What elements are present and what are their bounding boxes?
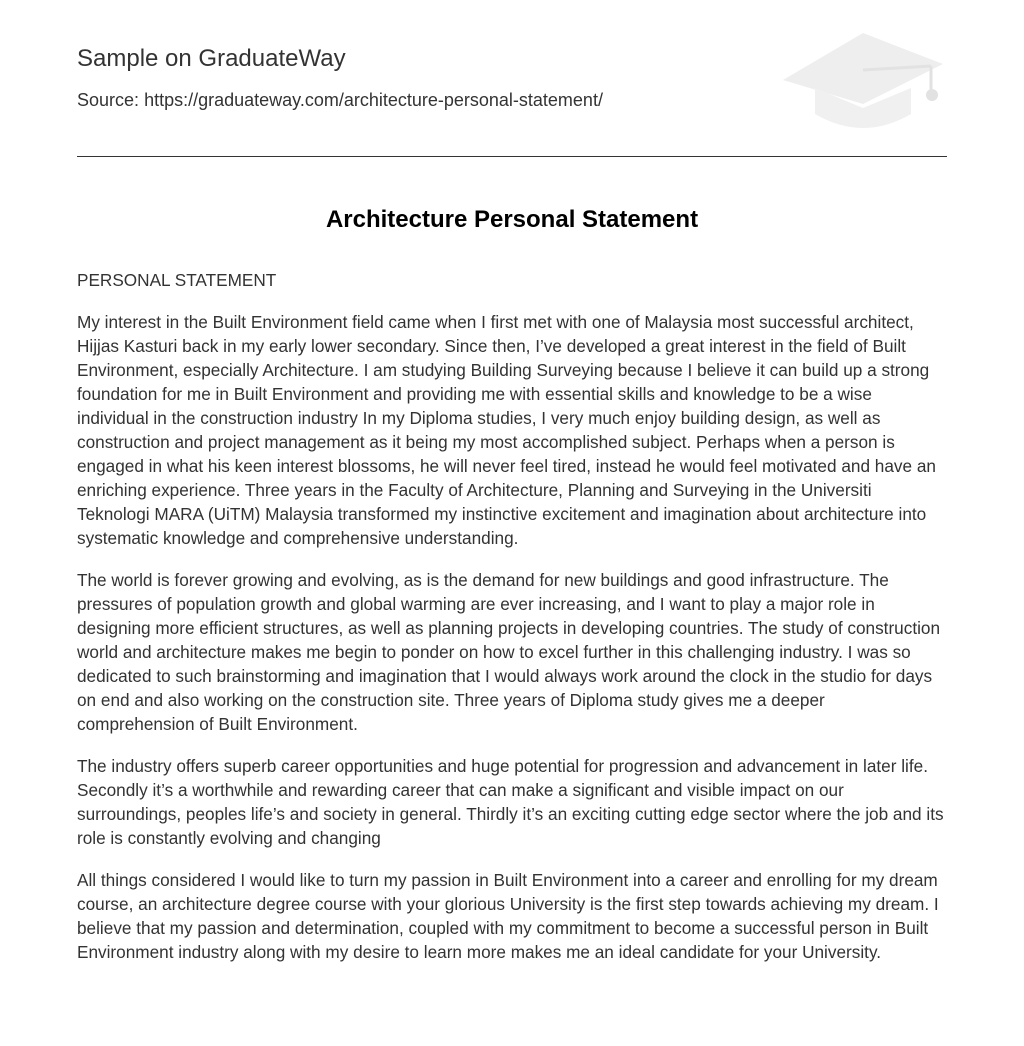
paragraph: The industry offers superb career opportunities and huge potential for progression and advancement in later life. Secondly it’s a worthwhile and rewarding career that can make a significant and visible impact on our surroundings, peoples life’s and society in general. Thirdly it’s an exciting cutting edge sector where the job and its role is constantly evolving and changing	[77, 756, 944, 848]
paragraph: My interest in the Built Environment field came when I first met with one of Malaysia most successful architect, Hijjas Kasturi back in my early lower secondary. Since then, I’ve developed a great interest in the field of Built Environment, especially Architecture. I am studying Building Surveying because I believe it can build up a strong foundation for me in Built Environment and providing me with essential skills and knowledge to be a wise individual in the construction industry In my Diploma studies, I very much enjoy building design, as well as construction and project management as it being my most accomplished subject. Perhaps when a person is engaged in what his keen interest blossoms, he will never feel tired, instead he would feel motivated and have an enriching experience. Three years in the Faculty of Architecture, Planning and Surveying in the Universiti Teknologi MARA (UiTM) Malaysia transformed my instinctive excitement and imagination about architecture into systematic knowledge and comprehensive understanding.	[77, 312, 936, 548]
document-body	[77, 268, 947, 982]
page	[77, 0, 947, 962]
site-title: Sample on GraduateWay	[77, 45, 346, 72]
graduation-cap-icon	[781, 30, 947, 132]
source-line	[77, 88, 603, 112]
header	[77, 0, 947, 157]
source-label: Source:	[77, 90, 140, 110]
paragraph: The world is forever growing and evolving, as is the demand for new buildings and good infrastructure. The pressures of population growth and global warming are ever increasing, and I want to play a major role in designing more efficient structures, as well as planning projects in developing countries. The study of construction world and architecture makes me begin to ponder on how to excel further in this challenging industry. I was so dedicated to such brainstorming and imagination that I would always work around the clock in the studio for days on end and also working on the construction site. Three years of Diploma study gives me a deeper comprehension of Built Environment.	[77, 570, 941, 734]
source-link[interactable]: https://graduateway.com/architecture-personal-statement/	[144, 90, 603, 110]
paragraph-heading: PERSONAL STATEMENT	[77, 270, 277, 290]
paragraph: All things considered I would like to turn my passion in Built Environment into a career and enrolling for my dream course, an architecture degree course with your glorious University is the first step towards achieving my dream. I believe that my passion and determination, coupled with my commitment to become a successful person in Built Environment industry along with my desire to learn more makes me an ideal candidate for your University.	[77, 870, 939, 962]
document-title: Architecture Personal Statement	[325, 206, 699, 233]
